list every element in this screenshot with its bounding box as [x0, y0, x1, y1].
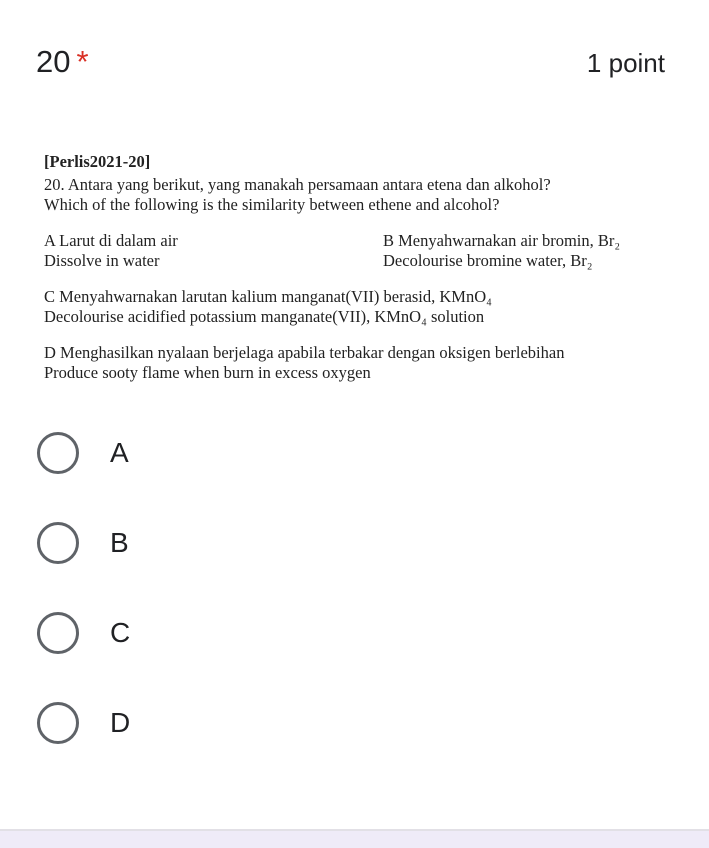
radio-unchecked-icon[interactable]: [37, 432, 79, 474]
option-label: D: [110, 707, 131, 738]
choice-c-ms: C Menyahwarnakan larutan kalium manganat(VII) berasid, KMnO₄: [44, 287, 492, 306]
choice-a-en: Dissolve in water: [44, 251, 160, 270]
question-stem-ms: 20. Antara yang berikut, yang manakah persamaan antara etena dan alkohol?: [44, 175, 551, 194]
choice-d-en: Produce sooty flame when burn in excess oxygen: [44, 363, 371, 382]
option-label: A: [110, 437, 129, 468]
choice-b-en: Decolourise bromine water, Br₂: [383, 251, 593, 270]
choice-c-en: Decolourise acidified potassium manganate(VII), KMnO₄ solution: [44, 307, 485, 326]
option-a[interactable]: [37, 430, 129, 476]
points-label: 1 point: [586, 48, 665, 78]
choice-d-ms: D Menghasilkan nyalaan berjelaga apabila terbakar dengan oksigen berlebihan: [44, 343, 565, 362]
question-stem-en: Which of the following is the similarity between ethene and alcohol?: [44, 195, 500, 214]
next-card-edge: [0, 829, 709, 848]
question-source: [Perlis2021-20]: [44, 152, 151, 171]
option-b[interactable]: [37, 520, 129, 566]
question-number: 20 *: [36, 44, 89, 79]
required-asterisk: *: [76, 44, 89, 79]
choice-a-ms: A Larut di dalam air: [44, 231, 178, 250]
radio-unchecked-icon[interactable]: [37, 702, 79, 744]
option-label: B: [110, 527, 129, 558]
option-c[interactable]: [37, 610, 130, 656]
radio-unchecked-icon[interactable]: [37, 612, 79, 654]
radio-unchecked-icon[interactable]: [37, 522, 79, 564]
choice-b-ms: B Menyahwarnakan air bromin, Br₂: [383, 231, 621, 250]
option-d[interactable]: [37, 700, 130, 746]
option-label: C: [110, 617, 131, 648]
